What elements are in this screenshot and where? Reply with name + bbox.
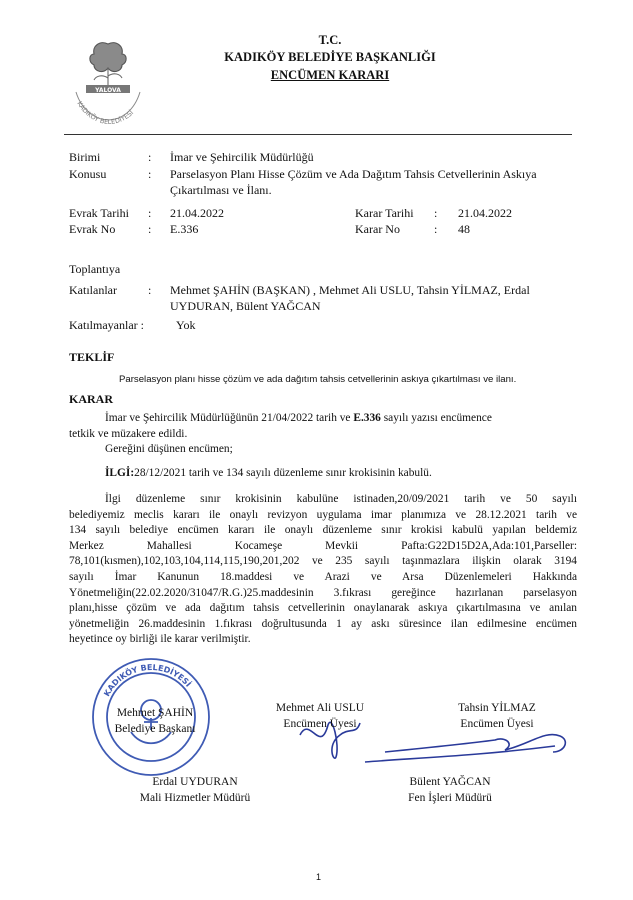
signature-sahin (95, 705, 215, 737)
uslu-name: Mehmet Ali USLU (275, 702, 365, 714)
header-tc: T.C. (318, 33, 342, 47)
signature-yilmaz (432, 700, 562, 732)
karar-body-line: 134 sayılı belediye encümen kararı ile onaylı düzenleme sınır krokisi kabulü yapılan beldemiz (69, 524, 577, 537)
karar-body-line: heyetince oy birliği ile karar verilmiştir. (69, 633, 251, 646)
uyduran-title: Mali Hizmetler Müdürü (139, 792, 251, 804)
colon: : (434, 206, 438, 220)
signature-uslu (255, 700, 385, 732)
katilanlar-value-line2: UYDURAN, Bülent YAĞCAN (170, 299, 321, 313)
uslu-title: Encümen Üyesi (283, 718, 357, 730)
karar-no-value: 48 (458, 222, 470, 236)
karar-no-label: Karar No (355, 222, 400, 236)
karar-paragraph-1 (69, 411, 577, 458)
karar-tarihi-value: 21.04.2022 (458, 206, 512, 220)
page-number: 1 (316, 872, 322, 882)
karar-body (69, 492, 577, 648)
colon: : (148, 222, 152, 236)
karar-p1-text-b: sayılı yazısı encümence (380, 412, 492, 424)
colon: : (148, 206, 152, 220)
karar-body-line: İlgi düzenleme sınır krokisinin kabulüne istinaden,20/09/2021 tarih ve 50 sayılı (105, 493, 577, 505)
karar-p1-line1 (69, 411, 577, 427)
uyduran-name: Erdal UYDURAN (152, 776, 238, 788)
katilmayanlar-label: Katılmayanlar : (69, 318, 144, 332)
evrak-no-value: E.336 (170, 222, 199, 236)
karar-p1-evrak-no: E.336 (353, 412, 381, 424)
colon: : (434, 222, 438, 236)
konusu-value-line1: Parselasyon Planı Hisse Çözüm ve Ada Dağıtım Tahsis Cetvellerinin Askıya (170, 167, 537, 181)
header-divider (64, 134, 572, 135)
karar-p1-line2: tetkik ve müzakere edildi. (69, 427, 188, 440)
colon: : (148, 283, 152, 297)
karar-heading: KARAR (69, 392, 113, 406)
konusu-label: Konusu (69, 167, 107, 181)
ilgi-text: 28/12/2021 tarih ve 134 sayılı düzenleme sınır krokisinin kabulü. (134, 467, 432, 479)
sahin-name: Mehmet ŞAHİN (116, 707, 194, 719)
konusu-value-line2: Çıkartılması ve İlanı. (170, 183, 272, 197)
karar-body-line: Yönetmeliğin(22.02.2020/31047/R.G.)25.maddesinin 3.fıkrası gereğince hazırlanan parselasyon (69, 586, 577, 599)
rose-emblem-icon (64, 34, 154, 126)
yilmaz-title: Encümen Üyesi (460, 718, 534, 730)
yagcan-title: Fen İşleri Müdürü (408, 792, 492, 804)
karar-body-line: belediyemiz meclis kararı ile onaylı revizyon uygulama imar planımıza ve 28.12.2021 tarih ve (69, 508, 577, 521)
header-organization: KADIKÖY BELEDİYE BAŞKANLIĞI (224, 50, 436, 64)
logo-ring-text: KADIKÖY BELEDİYESİ (75, 99, 136, 126)
evrak-no-label: Evrak No (69, 222, 116, 236)
karar-body-line: sayılı İmar Kanunun 18.maddesi ve Arazi ve Arsa Düzenlemeleri Hakkında (69, 570, 577, 583)
seal-text: KADIKÖY BELEDİYESİ (102, 662, 193, 698)
colon: : (148, 150, 152, 164)
yilmaz-name: Tahsin YİLMAZ (458, 702, 536, 714)
karar-body-line: 78,101(kısmen),102,103,104,114,115,190,201,202 ve 235 sayılı taşınmazlara ilişkin olarak 3194 (69, 555, 577, 568)
karar-tarihi-label: Karar Tarihi (355, 206, 414, 220)
katilanlar-value-line1: Mehmet ŞAHİN (BAŞKAN) , Mehmet Ali USLU, Tahsin YİLMAZ, Erdal (170, 283, 530, 297)
ilgi-label: İLGİ: (105, 467, 135, 479)
meeting-title: Toplantıya (69, 262, 121, 276)
karar-body-line: yönetmeliğin 26.maddesinin 1.fıkrası doğrultusunda 1 ay askı süresince ilan edilmesine encümen (69, 617, 577, 630)
katilmayanlar-value: Yok (176, 318, 196, 332)
evrak-tarihi-value: 21.04.2022 (170, 206, 224, 220)
header-document-type: ENCÜMEN KARARI (270, 68, 390, 82)
sahin-title: Belediye Başkanı (114, 723, 196, 735)
signature-uyduran (120, 774, 270, 806)
katilanlar-label: Katılanlar (69, 283, 117, 297)
logo-ribbon-text: YALOVA (95, 87, 121, 94)
ilgi-line (105, 466, 432, 482)
municipality-logo (64, 34, 154, 126)
colon: : (148, 167, 152, 181)
birimi-value: İmar ve Şehircilik Müdürlüğü (170, 150, 314, 164)
teklif-text: Parselasyon planı hisse çözüm ve ada dağıtım tahsis cetvellerinin askıya çıkartılması ve ilanı. (119, 374, 517, 385)
evrak-tarihi-label: Evrak Tarihi (69, 206, 129, 220)
signature-yagcan (385, 774, 515, 806)
birimi-label: Birimi (69, 150, 101, 164)
karar-p1-text-a: İmar ve Şehircilik Müdürlüğünün 21/04/2022 tarih ve (105, 412, 354, 424)
karar-body-line: Merkez Mahallesi Kocameşe Mevkii Pafta:G22D15D2A,Ada:101,Parseller: (69, 539, 577, 552)
karar-body-line: planı,hisse çözüm ve ada dağıtım tahsis cetvellerinin onaylanarak askıya çıkartılmasına ve anılan (69, 602, 577, 615)
yagcan-name: Bülent YAĞCAN (409, 776, 491, 788)
teklif-heading: TEKLİF (69, 350, 115, 364)
karar-p2: Gereğini düşünen encümen; (105, 443, 233, 456)
